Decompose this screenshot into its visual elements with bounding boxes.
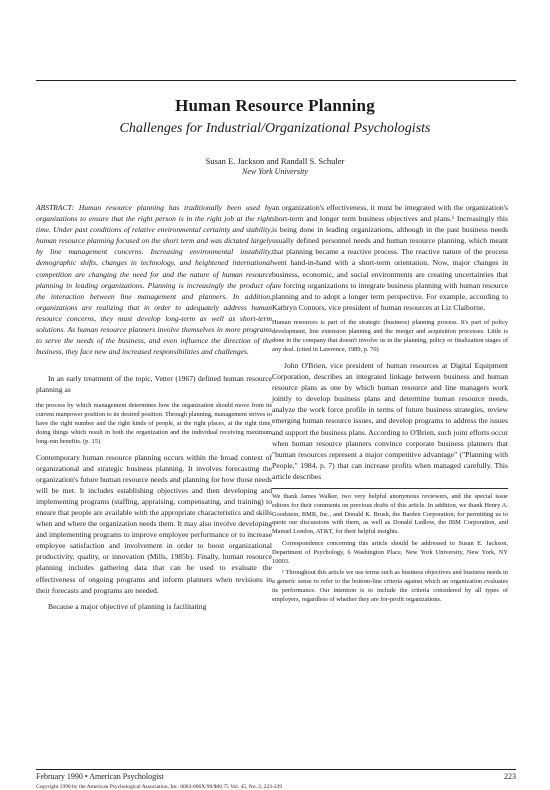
right-column <box>272 202 508 608</box>
body-paragraph: In an early treatment of the topic, Vetter (1967) defined human resource planning as <box>36 374 272 395</box>
block-quote: Human resources is part of the strategic (business) planning process. It's part of policy development, line extension planning and the merger and acquisition processes. Little is done in the company that doesn't involve us in the planning, policy or finalization stages of any deal. (cited in Lawrence, 1989, p. 70) <box>272 318 508 353</box>
journal-footer: February 1990 • American Psychologist <box>36 772 164 781</box>
body-paragraph: Contemporary human resource planning occurs within the broad context of organizational and strategic business planning. It involves forecasting the organization's future human resource needs and planning for how those needs will be met. It includes establishing objectives and then developing and implementing programs (staffing, appraising, compensating, and training) to ensure that people are available with the appropriate characteristics and skills when and where the organization needs them. It may also involve developing and implementing programs to improve employee performance or to increase employee satisfaction and involvement in order to boost organizational productivity, quality, or innovation (Mills, 1985b). Finally, human resource planning includes gathering data that can be used to evaluate the effectiveness of ongoing programs and inform planners when revisions in their forecasts and programs are needed. <box>36 452 272 595</box>
abstract <box>36 202 272 357</box>
author-affiliation: New York University <box>242 167 308 176</box>
footnote: ¹ Throughout this article we use terms such as business objectives and business needs in a generic sense to refer to the bottom-line criteria against which an organization evaluates its performance. Our intention is to include the criteria considered by all types of employers, regardless of whether they are for-profit organizations. <box>272 569 508 603</box>
abstract-text: Human resource planning has traditionally been used by organizations to ensure that the right person is in the right job at the right time. Under past conditions of relative environmental certainty and stability, human resource planning focused on the short term and was dictated largely by line management concerns. Increasing environmental instability, demographic shifts, changes in technology, and heightened international competition are changing the need for and the nature of human resource planning in leading organizations. Planning is increasingly the product of the interaction between line management and planners. In addition, organizations are realizing that in order to adequately address human resource concerns, they must develop long-term as well as short-term solutions. As human resource planners involve themselves in more programs to serve the needs of the business, and even influence the direction of the business, they face new and increased responsibilities and challenges. <box>36 203 272 357</box>
left-column <box>36 202 272 617</box>
footnote-rule <box>272 488 508 489</box>
block-quote: the process by which management determines how the organization should move from its current manpower position to its desired position. Through planning, management strives to have the right number and the right kinds of people, at the right places, at the right time, doing things which result in both the organization and the individual receiving maximum long-run benefits. (p. 15) <box>36 401 272 445</box>
abstract-label: ABSTRACT: <box>36 203 74 212</box>
body-paragraph: John O'Brien, vice president of human resources at Digital Equipment Corporation, describes an integrated linkage between business and human resource plans as one by which human resource and line managers work jointly to develop business plans and determine human resource needs, analyze the work force profile in terms of future business strategies, review emerging human resource issues, and develop programs to address the issues and support the business plans. According to O'Brien, such joint efforts occur when human resource planners convince corporate business planners that "human resources represent a major competitive advantage" ("Planning with People," 1984, p. 7) that can increase profits when managed carefully. This article describes <box>272 360 508 481</box>
footer-rule <box>36 769 516 770</box>
acknowledgment-note: We thank James Walker, two very helpful anonymous reviewers, and the special issue editors for their comments on previous drafts of this article. In addition, we thank Henry A. Goodstein, BMR, Inc., and Donald K. Brush, the Barden Corporation, for permitting us to quote our discussions with them, as well as Donald Ludlow, the IBM Corporation, and Manuel London, AT&T, for their helpful insights. <box>272 492 508 536</box>
correspondence-note: Correspondence concerning this article should be addressed to Susan E. Jackson, Department of Psychology, 6 Washington Place, New York University, New York, NY 10003. <box>272 539 508 565</box>
copyright-line: Copyright 1990 by the American Psychological Association, Inc. 0003-066X/90/$00.75 Vol. 45, No. 2, 223-239 <box>36 784 283 790</box>
body-paragraph: an organization's effectiveness, it must be integrated with the organization's short-term and longer term business objectives and plans.¹ Increasingly this is being done in leading organizations, although in the past business needs usually defined personnel needs and human resource planning, which meant that planning became a reactive process. The reactive nature of the process went hand-in-hand with a short-term orientation. Now, major changes in business, economic, and social environments are creating uncertainties that are forcing organizations to integrate business planning with human resource planning and to adopt a longer term perspective. For example, according to Kathryn Connors, vice president of human resources at Liz Claiborne, <box>272 203 508 312</box>
article-subtitle: Challenges for Industrial/Organizational Psychologists <box>119 121 431 136</box>
article-title: Human Resource Planning <box>175 96 375 115</box>
header-rule <box>36 80 516 81</box>
body-paragraph: Because a major objective of planning is facilitating <box>48 601 207 611</box>
article-authors: Susan E. Jackson and Randall S. Schuler <box>205 156 345 166</box>
page-number: 223 <box>504 772 516 781</box>
